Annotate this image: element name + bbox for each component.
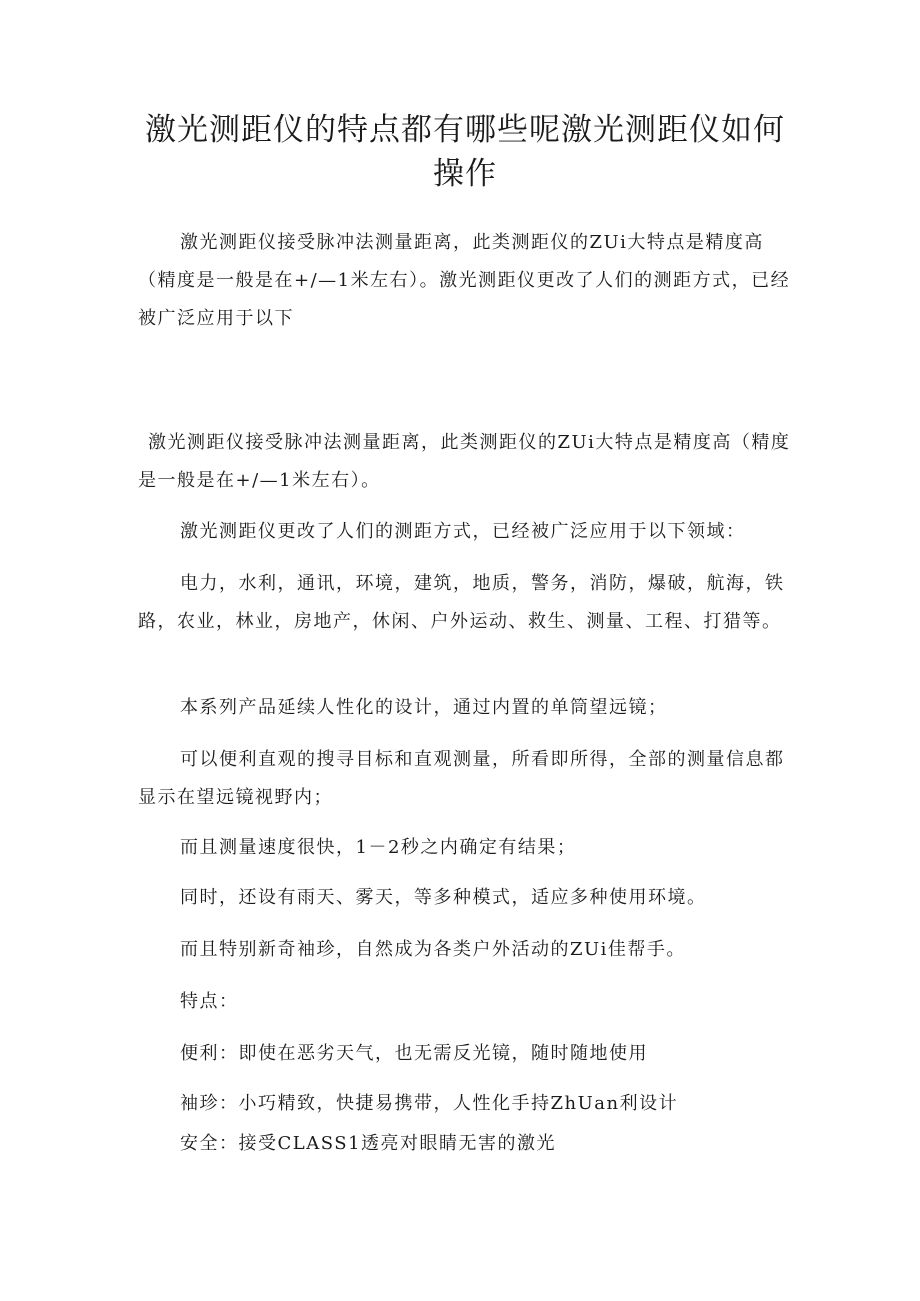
body-paragraph-6: 而且测量速度很快，1－2秒之内确定有结果； [180,837,577,858]
body-paragraph-7: 同时，还设有雨天、雾天，等多种模式，适应多种使用环境。 [180,887,707,908]
body-paragraph-1: 激光测距仪接受脉冲法测量距离，此类测距仪的ZUi大特点是精度高（精度是一般是在+/—1米左右）。 [138,432,791,491]
feature-convenient: 便利：即使在恶劣天气，也无需反光镜，随时随地使用 [180,1043,648,1064]
feature-safety: 安全：接受CLASS1透亮对眼睛无害的激光 [180,1133,557,1154]
features-heading: 特点： [180,991,239,1012]
body-paragraph-3: 电力，水利，通讯，环境，建筑，地质，警务，消防，爆破，航海，铁路，农业，林业，房地产，休闲、户外运动、救生、测量、工程、打猎等。 [138,573,785,632]
document-title: 激光测距仪的特点都有哪些呢激光测距仪如何操作 [145,112,785,192]
body-paragraph-8: 而且特别新奇袖珍，自然成为各类户外活动的ZUi佳帮手。 [180,939,686,960]
body-paragraph-5: 可以便利直观的搜寻目标和直观测量，所看即所得，全部的测量信息都显示在望远镜视野内； [138,749,785,808]
body-paragraph-2: 激光测距仪更改了人们的测距方式，已经被广泛应用于以下领域： [180,521,746,542]
body-paragraph-4: 本系列产品延续人性化的设计，通过内置的单筒望远镜； [180,697,668,718]
intro-paragraph: 激光测距仪接受脉冲法测量距离，此类测距仪的ZUi大特点是精度高（精度是一般是在+/—1米左右）。激光测距仪更改了人们的测距方式，已经被广泛应用于以下 [138,232,791,329]
feature-compact: 袖珍：小巧精致，快捷易携带，人性化手持ZhUan利设计 [180,1093,679,1114]
